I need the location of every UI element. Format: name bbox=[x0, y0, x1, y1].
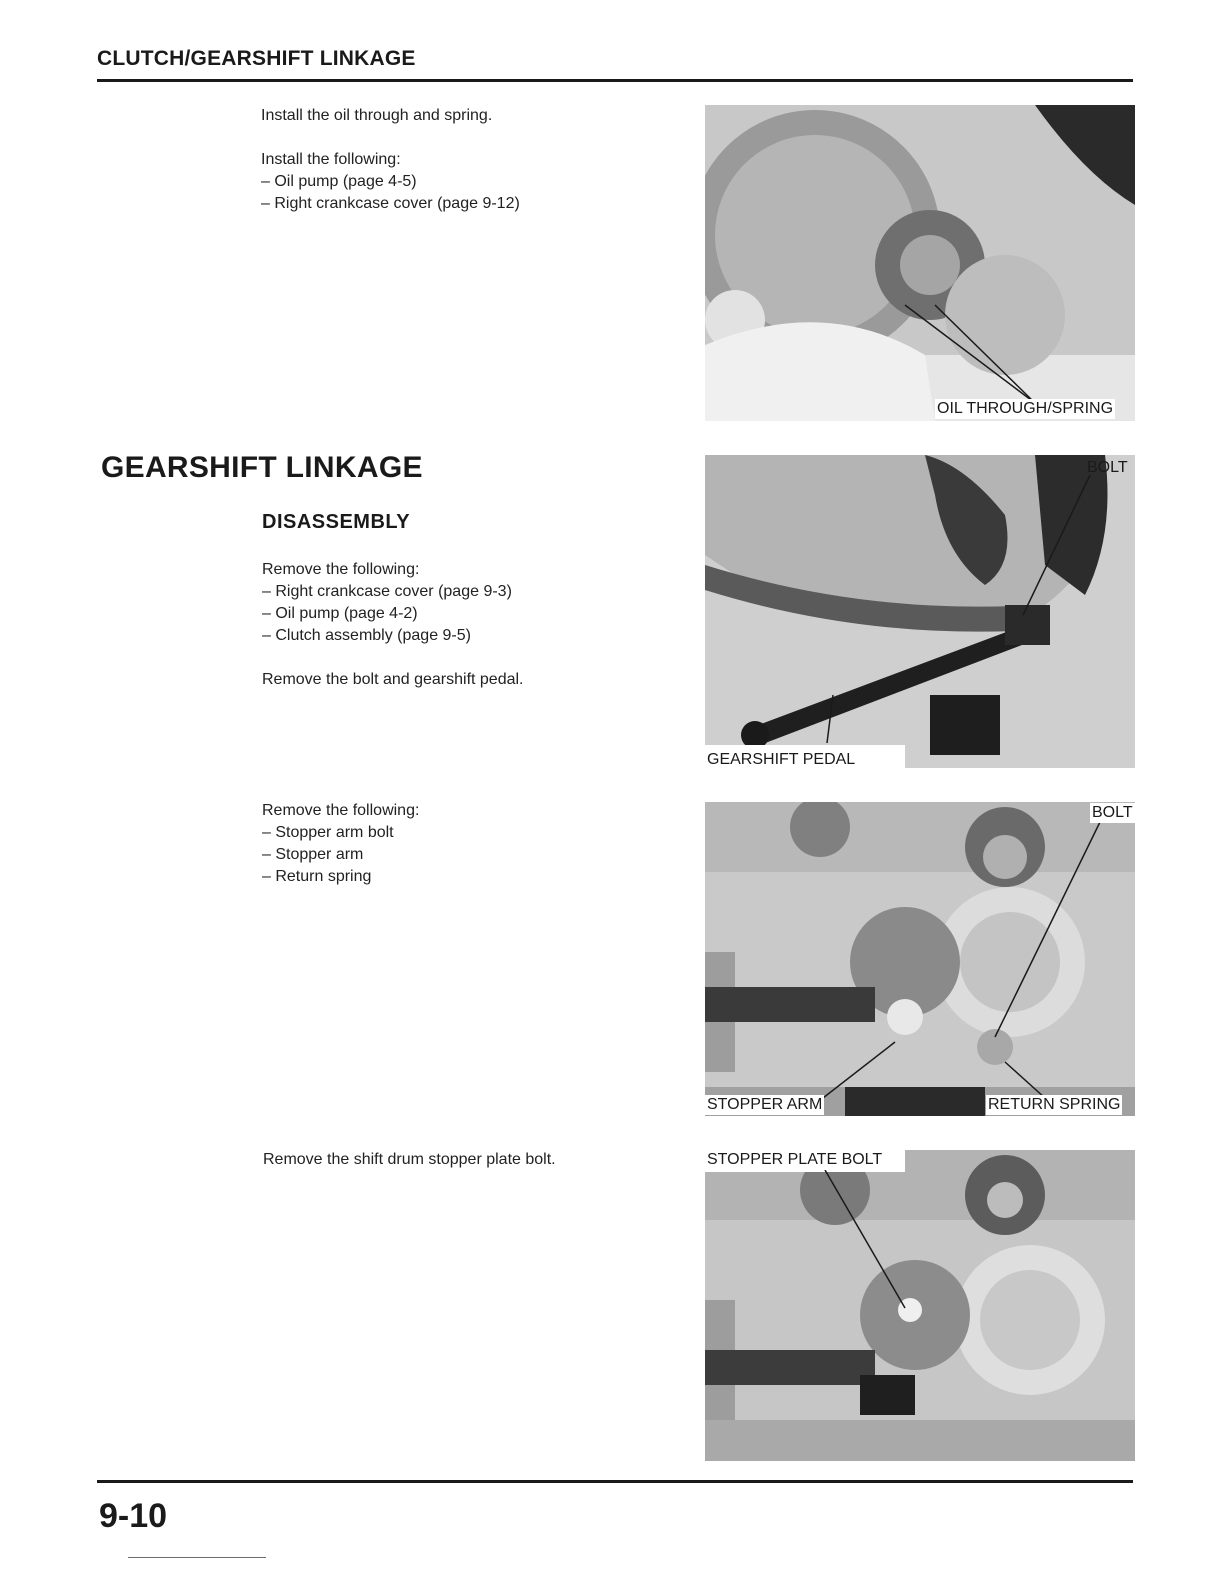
photo-gearshift-pedal-image bbox=[705, 455, 1135, 768]
photo-stopper-arm-image bbox=[705, 802, 1135, 1116]
callout-stopper-arm: STOPPER ARM bbox=[707, 1096, 823, 1113]
remove-step-1-intro: Remove the following: bbox=[262, 561, 420, 578]
install-step-2-list bbox=[261, 171, 520, 215]
photo-stopper-arm bbox=[705, 802, 1135, 1116]
remove-plate-step: Remove the shift drum stopper plate bolt. bbox=[263, 1151, 556, 1168]
list-item: – Stopper arm bolt bbox=[262, 824, 394, 841]
list-item: – Oil pump (page 4-5) bbox=[261, 173, 417, 190]
list-item: – Oil pump (page 4-2) bbox=[262, 605, 418, 622]
footer-rule bbox=[97, 1480, 1133, 1483]
remove-step-2-list bbox=[262, 822, 419, 888]
page-header-title: CLUTCH/GEARSHIFT LINKAGE bbox=[97, 47, 416, 70]
header-rule bbox=[97, 79, 1133, 82]
photo-oil-through-spring-image bbox=[705, 105, 1135, 421]
install-step-1: Install the oil through and spring. bbox=[261, 107, 493, 124]
list-item: – Return spring bbox=[262, 868, 372, 885]
subsection-title: DISASSEMBLY bbox=[262, 511, 411, 533]
page-number: 9-10 bbox=[99, 1497, 168, 1535]
photo-stopper-plate-bolt bbox=[705, 1150, 1135, 1461]
remove-step-2 bbox=[262, 800, 419, 888]
remove-step-1 bbox=[262, 559, 512, 647]
photo-gearshift-pedal bbox=[705, 455, 1135, 768]
install-step-2 bbox=[261, 149, 520, 215]
callout-gearshift-pedal: GEARSHIFT PEDAL bbox=[707, 751, 856, 768]
list-item: – Clutch assembly (page 9-5) bbox=[262, 627, 471, 644]
callout-oil-through-spring: OIL THROUGH/SPRING bbox=[937, 400, 1114, 417]
remove-step-2-intro: Remove the following: bbox=[262, 802, 420, 819]
remove-step-1-list bbox=[262, 581, 512, 647]
list-item: – Right crankcase cover (page 9-3) bbox=[262, 583, 512, 600]
list-item: – Right crankcase cover (page 9-12) bbox=[261, 195, 520, 212]
list-item: – Stopper arm bbox=[262, 846, 364, 863]
photo-stopper-plate-bolt-image bbox=[705, 1150, 1135, 1461]
bottom-link-underline bbox=[128, 1557, 266, 1558]
install-step-2-intro: Install the following: bbox=[261, 151, 401, 168]
callout-bolt: BOLT bbox=[1087, 459, 1128, 476]
callout-bolt-stopper: BOLT bbox=[1092, 804, 1133, 821]
callout-stopper-plate-bolt: STOPPER PLATE BOLT bbox=[707, 1151, 883, 1168]
photo-oil-through-spring bbox=[705, 105, 1135, 421]
section-title: GEARSHIFT LINKAGE bbox=[101, 451, 423, 484]
callout-return-spring: RETURN SPRING bbox=[988, 1096, 1121, 1113]
remove-pedal-step: Remove the bolt and gearshift pedal. bbox=[262, 671, 524, 688]
